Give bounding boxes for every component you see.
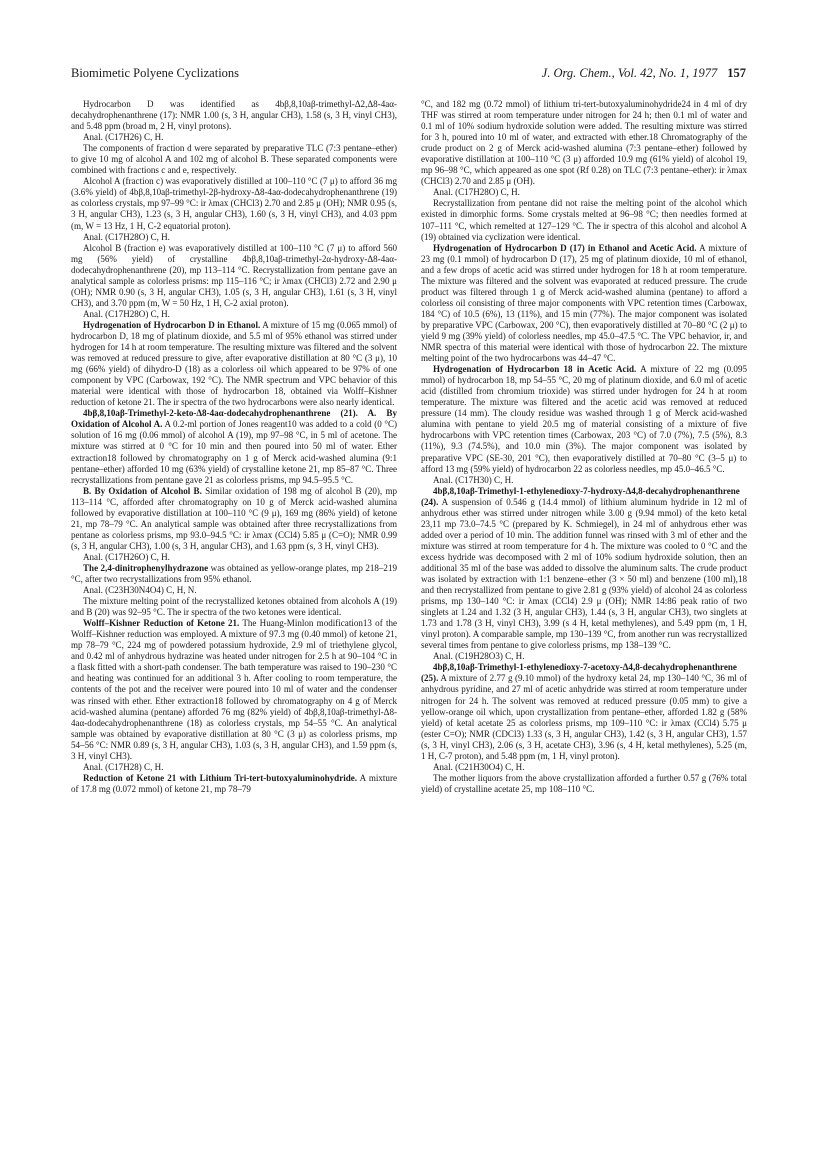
paragraph-text: Anal. (C23H30N4O4) C, H, N. <box>83 585 197 596</box>
paragraph-text: Anal. (C17H30) C, H. <box>433 474 514 485</box>
body-paragraph <box>421 773 747 795</box>
paragraph-text: Anal. (C21H30O4) C, H. <box>433 761 525 772</box>
left-column <box>71 99 397 795</box>
paragraph-text: Alcohol A (fraction c) was evaporatively distilled at 100–110 °C (7 μ) to afford 36 mg (3.6% yield) of 4bβ,8,10aβ-trimethyl-2β-hydroxy-Δ8-4aα-dodecahydrophenanthrene (19) as colorless crystals, mp 97–99 °C: ir λmax (CHCl3) 2.70 and 2.85 μ (OH); NMR 0.95 (s, 3 H, angular CH3), 1.23 (s, 3 H, angular CH3), 1.60 (s, 3 H, vinyl CH3), and 4.03 ppm (m, W = 13 Hz, 1 H, C-2 equatorial proton). <box>71 176 397 231</box>
paragraph-text: Recrystallization from pentane did not raise the melting point of the alcohol which existed in dimorphic forms. Some crystals melted at 96–98 °C; then needles formed at 107–111 °C, which remelted at 127–129 °C. The ir spectra of this alcohol and alcohol A (19) obtained via cyclization were identical. <box>421 198 747 242</box>
body-paragraph <box>421 198 747 242</box>
paragraph-text: Anal. (C17H28O) C, H. <box>433 187 520 198</box>
paragraph-text: A mixture of 2.77 g (9.10 mmol) of the hydroxy ketal 24, mp 130–140 °C, 36 ml of anhydrous pyridine, and 27 ml of acetic anhydride was stirred at room temperature under nitrogen for 24 h. The solvent was removed at reduced pressure (0.05 mm) to give a yellow-orange oil which, upon crystallization from pentane–ether, afforded 1.82 g (58% yield) of ketal acetate 25 as colorless prisms, mp 109–110 °C: ir λmax (CCl4) 5.75 μ (ester C=O); NMR (CDCl3) 1.33 (s, 3 H, angular CH3), 1.42 (s, 3 H, angular CH3), 1.57 (s, 3 H, vinyl CH3), 2.06 (s, 3 H, acetate CH3), 3.96 (s, 4 H, ketal methylenes), 5.25 (m, 1 H, C-7 proton), and 5.48 ppm (m, 1 H, vinyl proton). <box>421 673 747 761</box>
analysis-line <box>71 132 397 143</box>
paragraph-text: A suspension of 0.546 g (14.4 mmol) of lithium aluminum hydride in 12 ml of anhydrous ether was stirred under nitrogen while 3.00 g (9.94 mmol) of the keto ketal 23,11 mp 73.0–74.5 °C (prepared by K. Schmiegel), in 24 ml of anhydrous ether was added over a period of 10 min. The addition funnel was rinsed with 3 ml of ether and the mixture was stirred at room temperature for 4 h. The mixture was cooled to 0 °C and the excess hydride was decomposed with 2 ml of 10% sodium hydroxide solution, then an additional 35 ml of the base was added to dissolve the aluminum salts. The crude product was isolated by extraction with 1:1 benzene–ether (3 × 50 ml) and benzene (100 ml),18 and then recrystallized from pentane to give 2.81 g (93% yield) of alcohol 24 as colorless prisms, mp 130–140 °C: ir λmax (CCl4) 2.9 μ (OH); NMR 14:86 peak ratio of two singlets at 1.24 and 1.32 (3 H, angular CH3), 1.44 (s, 3 H, angular CH3), two singlets at 1.73 and 1.78 (3 H, vinyl CH3), 3.99 (s 4 H, ketal methylenes), and 5.49 ppm (m, 1 H, vinyl proton). A comparable sample, mp 130–139 °C, from another run was recrystallized several times from pentane to give colorless prisms, mp 138–139 °C. <box>421 496 747 651</box>
section-heading: The 2,4-dinitrophenylhydrazone <box>83 562 209 573</box>
body-paragraph <box>421 662 747 761</box>
body-paragraph <box>421 99 747 187</box>
journal-citation <box>542 66 746 81</box>
section-heading: 4bβ,8,10aβ-Trimethyl-1-ethylenedioxy-7-acetoxy-Δ4,8-decahydrophenanthrene (25). <box>421 662 737 684</box>
paragraph-text: A mixture of 23 mg (0.1 mmol) of hydrocarbon D (17), 25 mg of platinum dioxide, 10 ml of ethanol, and a few drops of acetic acid was stirred under hydrogen for 18 h at room temperature. The mixture was filtered and the solvent was evaporated at reduced pressure. The crude product was filtered through 1 g of Merck acid-washed alumina (pentane) to afford a colorless oil consisting of three major components with VPC retention times (Carbowax, 184 °C) of 10.5 (6%), 13 (11%), and 15 min (77%). The major component was isolated by preparative VPC (Carbowax, 200 °C), then evaporatively distilled at 70–80 °C (2 μ) to yield 9 mg (39% yield) of colorless needles, mp 45.0–47.5 °C. The VPC behavior, ir, and NMR spectra of this material were identical with those of hydrocarbon 22. The mixture melting point of the two hydrocarbons was 44–47 °C. <box>421 242 747 364</box>
body-paragraph <box>421 243 747 365</box>
body-paragraph <box>71 563 397 585</box>
body-paragraph <box>71 618 397 762</box>
section-heading: 4bβ,8,10aβ-Trimethyl-1-ethylenedioxy-7-hydroxy-Δ4,8-decahydrophenanthrene (24). <box>421 485 740 507</box>
running-title: Biomimetic Polyene Cyclizations <box>71 66 240 80</box>
journal-reference: J. Org. Chem., Vol. 42, No. 1, 1977 <box>541 66 718 80</box>
body-paragraph <box>71 408 397 485</box>
body-paragraph <box>71 596 397 618</box>
paragraph-text: Anal. (C19H28O3) C, H. <box>433 651 525 662</box>
paragraph-text: The mixture melting point of the recrystallized ketones obtained from alcohols A (19) and B (20) was 92–95 °C. The ir spectra of the two ketones were identical. <box>71 596 397 618</box>
paragraph-text: Anal. (C17H28O) C, H. <box>83 231 170 242</box>
section-heading: 4bβ,8,10aβ-Trimethyl-2-keto-Δ8-4aα-dodecahydrophenanthrene (21). A. By Oxidation of Alcohol A. <box>71 408 397 430</box>
paragraph-text: °C, and 182 mg (0.72 mmol) of lithium tri-tert-butoxyaluminohydride24 in 4 ml of dry THF was stirred at room temperature under nitrogen for 24 h; then 0.1 ml of water and 0.1 ml of 10% sodium hydroxide solution were added. The resulting mixture was stirred for 3 h, poured into 10 ml of water, and extracted with ether.18 Chromatography of the crude product on 2 g of Merck acid-washed alumina (7:3 pentane–ether) followed by evaporative distillation at 100–110 °C (3 μ) afforded 10.9 mg (61% yield) of alcohol 19, mp 96–98 °C, which appeared as one spot (Rf 0.28) on TLC (7:3 pentane–ether): ir λmax (CHCl3) 2.70 and 2.85 μ (OH). <box>421 99 747 187</box>
paragraph-text: Anal. (C17H28O) C, H. <box>83 308 170 319</box>
body-paragraph <box>71 143 397 176</box>
analysis-line <box>71 309 397 320</box>
paragraph-text: The mother liquors from the above crystallization afforded a further 0.57 g (76% total yield) of crystalline acetate 25, mp 108–110 °C. <box>421 772 747 794</box>
section-heading: Wolff–Kishner Reduction of Ketone 21. <box>83 618 240 629</box>
paragraph-text: Anal. (C17H26O) C, H. <box>83 551 170 562</box>
analysis-line <box>421 651 747 662</box>
analysis-line <box>71 762 397 773</box>
paragraph-text: A mixture of 17.8 mg (0.072 mmol) of ketone 21, mp 78–79 <box>71 772 397 794</box>
paragraph-text: A mixture of 22 mg (0.095 mmol) of hydrocarbon 18, mp 54–55 °C, 20 mg of platinum dioxide, and 6.0 ml of acetic acid (distilled from chromium trioxide) was stirred under hydrogen for 24 h at room temperature. The mixture was filtered and the acetic acid was removed at reduced pressure (14 mm). The cloudy residue was washed through 1 g of Merck acid-washed alumina with pentane to yield 20.5 mg of material consisting of a mixture of five hydrocarbons with VPC retention times (Carbowax, 203 °C) of 7.0 (7%), 7.5 (5%), 8.3 (11%), 9.3 (74.5%), and 10.0 min (3%). The major component was isolated by preparative VPC (SE-30, 201 °C), then evaporatively distilled at 70–80 °C (3–5 μ) to afford 13 mg (59% yield) of hydrocarbon 22 as colorless needles, mp 45.0–46.5 °C. <box>421 364 747 474</box>
analysis-line <box>421 187 747 198</box>
paragraph-text: Anal. (C17H26) C, H. <box>83 132 164 143</box>
body-paragraph <box>71 486 397 552</box>
running-header <box>71 66 746 82</box>
paragraph-text: Anal. (C17H28) C, H. <box>83 761 164 772</box>
paragraph-text: Alcohol B (fraction e) was evaporatively distilled at 100–110 °C (7 μ) to afford 560 mg (56% yield) of crystalline 4bβ,8,10aβ-trimethyl-2α-hydroxy-Δ8-4aα-dodecahydrophenanthrene (20), mp 113–114 °C. Recrystallization from pentane gave an analytical sample as colorless prisms: mp 115–116 °C; ir λmax (CHCl3) 2.72 and 2.90 μ (OH); NMR 0.90 (s, 3 H, angular CH3), 1.05 (s, 3 H, angular CH3), 1.61 (s, 3 H, vinyl CH3), and 3.70 ppm (m, W = 50 Hz, 1 H, C-2 axial proton). <box>71 242 397 308</box>
paragraph-text: A 0.2-ml portion of Jones reagent10 was added to a cold (0 °C) solution of 16 mg (0.06 mmol) of alcohol A (19), mp 97–98 °C, in 5 ml of acetone. The mixture was stirred at 0 °C for 10 min and then poured into 50 ml of water. Ether extraction18 followed by chromatography on 1 g of Merck acid-washed alumina (9:1 pentane–ether) afforded 10 mg (63% yield) of crystalline ketone 21, mp 85–87 °C. Three recrystallizations from pentane gave 21 as colorless prisms, mp 94.5–95.5 °C. <box>71 419 398 485</box>
paragraph-text: Hydrocarbon D was identified as 4bβ,8,10aβ-trimethyl-Δ2,Δ8-4aα-decahydrophenanthrene (17): NMR 1.00 (s, 3 H, angular CH3), 1.58 (s, 3 H, vinyl CH3), and 5.48 ppm (broad m, 2 H, vinyl protons). <box>71 99 397 132</box>
section-heading: Hydrogenation of Hydrocarbon D (17) in Ethanol and Acetic Acid. <box>433 242 697 253</box>
body-paragraph <box>71 99 397 132</box>
section-heading: B. By Oxidation of Alcohol B. <box>83 485 202 496</box>
body-paragraph <box>421 486 747 652</box>
analysis-line <box>71 232 397 243</box>
body-paragraph <box>71 773 397 795</box>
section-heading: Hydrogenation of Hydrocarbon D in Ethanol. <box>83 319 261 330</box>
section-heading: Hydrogenation of Hydrocarbon 18 in Acetic Acid. <box>433 364 637 375</box>
analysis-line <box>421 762 747 773</box>
analysis-line <box>71 585 397 596</box>
analysis-line <box>421 475 747 486</box>
right-column <box>421 99 747 795</box>
body-paragraph <box>71 243 397 309</box>
paragraph-text: The components of fraction d were separated by preparative TLC (7:3 pentane–ether) to give 10 mg of alcohol A and 102 mg of alcohol B. These separated components were combined with fractions c and e, respectively. <box>71 143 397 176</box>
body-paragraph <box>421 364 747 474</box>
analysis-line <box>71 552 397 563</box>
section-heading: Reduction of Ketone 21 with Lithium Tri-tert-butoxyaluminohydride. <box>83 772 358 783</box>
body-paragraph <box>71 176 397 231</box>
paragraph-text: was obtained as yellow-orange plates, mp 218–219 °C, after two recrystallizations from 95% ethanol. <box>71 562 397 585</box>
paragraph-text: Similar oxidation of 198 mg of alcohol B (20), mp 113–114 °C, afforded after chromatography on 10 g of Merck acid-washed alumina followed by evaporative distillation at 100–110 °C (9 μ), 169 mg (86% yield) of ketone 21, mp 78–79 °C. An analytical sample was obtained after three recrystallizations from pentane as colorless prisms, mp 93.0–94.5 °C: ir λmax (CCl4) 5.85 μ (C=O); NMR 0.99 (s, 3 H, angular CH3), 1.00 (s, 3 H, angular CH3), and 1.63 ppm (s, 3 H, vinyl CH3). <box>71 485 397 551</box>
paragraph-text: A mixture of 15 mg (0.065 mmol) of hydrocarbon D, 18 mg of platinum dioxide, and 5.5 ml of 95% ethanol was stirred under hydrogen for 14 h at room temperature. The resulting mixture was filtered and the solvent was removed at reduced pressure to give, after evaporative distillation at 80 °C (3 μ), 10 mg (66% yield) of dihydro-D (18) as a colorless oil which appeared to be 97% of one component by VPC (Carbowax, 192 °C). The NMR spectrum and VPC behavior of this material were identical with those of hydrocarbon 18, obtained via Wolff–Kishner reduction of ketone 21. The ir spectra of the two hydrocarbons were also nearly identical. <box>71 319 397 408</box>
paragraph-text: The Huang-Minlon modification13 of the Wolff–Kishner reduction was employed. A mixture of 97.3 mg (0.40 mmol) of ketone 21, mp 78–79 °C, 224 mg of powdered potassium hydroxide, 2.9 ml of triethylene glycol, and 0.42 ml of anhydrous hydrazine was heated under nitrogen for 2.5 h at 90–104 °C in a flask fitted with a short-path condenser. The bath temperature was raised to 190–230 °C and heating was continued for an additional 3 h. After cooling to room temperature, the contents of the pot and the receiver were poured into 10 ml of water and the condenser was rinsed with ether. Ether extraction18 followed by chromatography on 4 g of Merck acid-washed alumina (pentane) afforded 76 mg (82% yield) of 4bβ,8,10aβ-trimethyl-Δ8-4aα-dodecahydrophenanthrene (18) as colorless crystals, mp 54–55 °C. An analytical sample was obtained by evaporative distillation at 80 °C (3 μ) as colorless prisms, mp 54–56 °C: NMR 0.89 (s, 3 H, angular CH3), 1.03 (s, 3 H, angular CH3), and 1.59 ppm (s, 3 H, vinyl CH3). <box>71 618 397 761</box>
page-number: 157 <box>727 66 746 80</box>
body-paragraph <box>71 320 397 408</box>
